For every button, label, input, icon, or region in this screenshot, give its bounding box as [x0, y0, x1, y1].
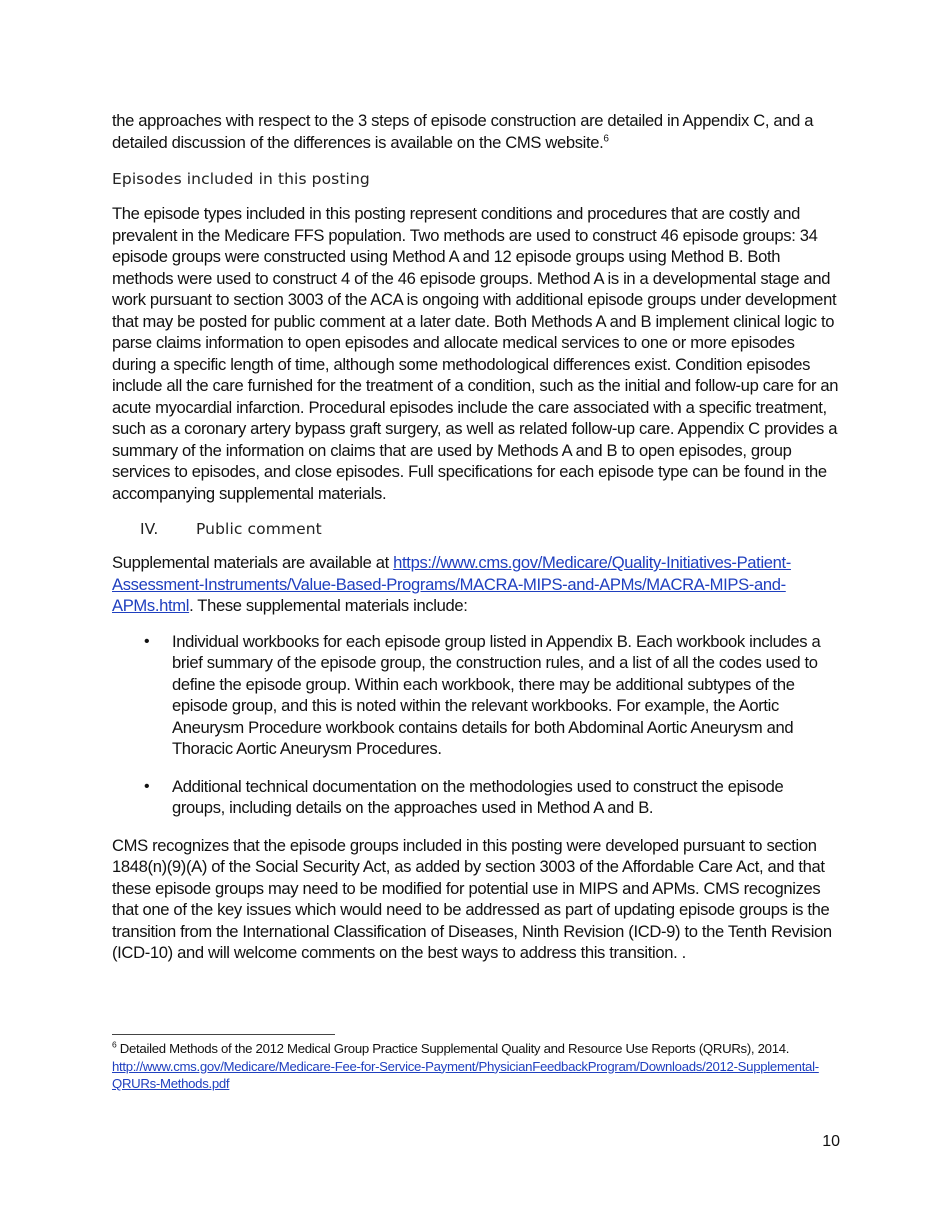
closing-paragraph: CMS recognizes that the episode groups included in this posting were developed pursuant to section 1848(n)(9)(A) of the Social Security Act, as added by section 3003 of the Affordable Care Act, and that these episode groups may need to be modified for potential use in MIPS and APMs. CMS recognizes that one of the key issues which would need to be addressed as part of updating episode groups is the transition from the International Classification of Diseases, Ninth Revision (ICD-9) to the Tenth Revision (ICD-10) and will welcome comments on the best ways to address this transition. . — [112, 835, 832, 962]
section-number: IV. — [140, 520, 159, 538]
footnote-text: Detailed Methods of the 2012 Medical Group Practice Supplemental Quality and Resource Use Reports (QRURs), 2014. — [116, 1041, 790, 1056]
intro-paragraph — [112, 110, 840, 153]
list-item — [112, 631, 840, 760]
section-heading-public-comment — [112, 520, 840, 538]
page-number: 10 — [822, 1133, 840, 1150]
document-page — [112, 110, 840, 964]
bullet-icon: • — [144, 632, 150, 650]
supplemental-intro-before: Supplemental materials are available at — [112, 553, 394, 572]
list-item — [112, 776, 840, 819]
supplemental-intro-paragraph — [112, 552, 840, 617]
supplemental-materials-link[interactable]: https://www.cms.gov/Medicare/Quality-Initiatives-Patient-Assessment-Instruments/Value-Based-Programs/MACRA-MIPS-and-APMs/MACRA-MIPS-and-APMs.html — [112, 553, 791, 615]
footnote-link[interactable]: http://www.cms.gov/Medicare/Medicare-Fee-for-Service-Payment/PhysicianFeedbackProgram/Downloads/2012-Supplemental-QRURs-Methods.pdf — [112, 1058, 819, 1091]
list-item-text: Individual workbooks for each episode group listed in Appendix B. Each workbook includes a brief summary of the episode group, the construction rules, and a list of all the codes used to define the episode group. Within each workbook, there may be additional subtypes of the episode group, and this is noted within the relevant workbooks. For example, the Aortic Aneurysm Procedure workbook contains details for both Abdominal Aortic Aneurysm and Thoracic Aortic Aneurysm Procedures. — [172, 631, 821, 758]
section-heading-episodes: Episodes included in this posting — [112, 170, 370, 188]
supplemental-materials-list — [112, 631, 840, 819]
intro-text: the approaches with respect to the 3 steps of episode construction are detailed in Appendix C, and a detailed discussion of the differences is available on the CMS website. — [112, 111, 814, 152]
bullet-icon: • — [144, 777, 150, 795]
footnote-reference[interactable]: 6 — [603, 132, 609, 144]
footnote-divider — [112, 1034, 335, 1035]
footnote-number: 6 — [112, 1039, 117, 1050]
footnote — [112, 1040, 842, 1093]
list-item-text: Additional technical documentation on the methodologies used to construct the episode groups, including details on the approaches used in Method A and B. — [172, 776, 784, 817]
supplemental-intro-after: . These supplemental materials include: — [189, 596, 468, 615]
section-title: Public comment — [196, 520, 322, 538]
episodes-paragraph: The episode types included in this posting represent conditions and procedures that are costly and prevalent in the Medicare FFS population. Two methods are used to construct 46 episode groups: 34 episode groups were constructed using Method A and 12 episode groups using Method B. Both methods were used to construct 4 of the 46 episode groups. Method A is in a developmental stage and work pursuant to section 3003 of the ACA is ongoing with additional episode groups under development that may be posted for public comment at a later date. Both Methods A and B implement clinical logic to parse claims information to open episodes and allocate medical services to one or more episodes during a specific length of time, although some methodological differences exist. Condition episodes include all the care furnished for the treatment of a condition, such as the initial and follow-up care for an acute myocardial infarction. Procedural episodes include the care associated with a specific treatment, such as a coronary artery bypass graft surgery, as well as related follow-up care. Appendix C provides a summary of the information on claims that are used by Methods A and B to open episodes, group services to episodes, and close episodes. Full specifications for each episode type can be found in the accompanying supplemental materials. — [112, 204, 839, 503]
